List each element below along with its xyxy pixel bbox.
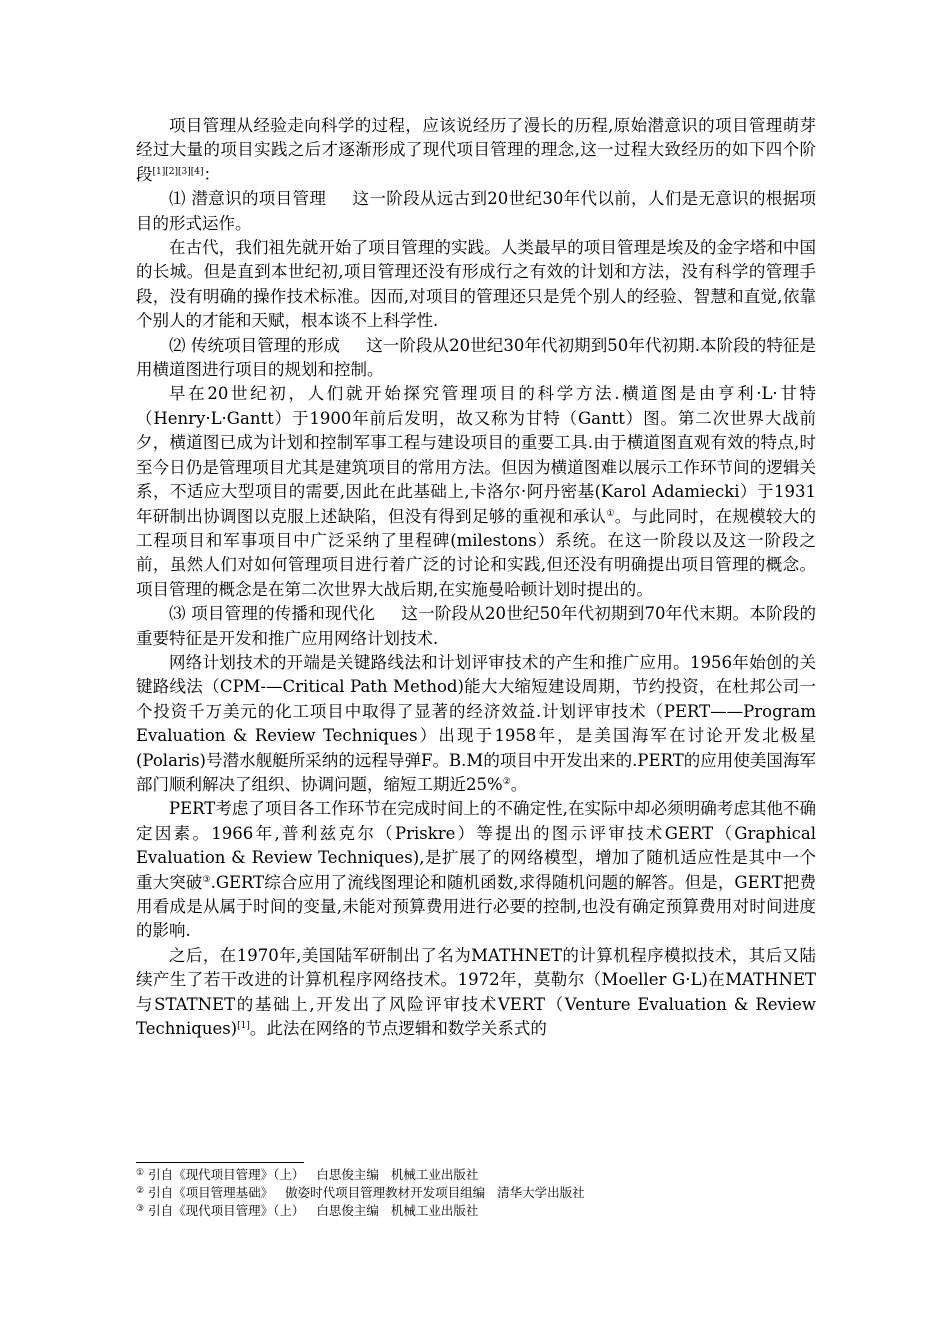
- footnote-ref: ①: [606, 508, 615, 519]
- stage-1-paragraph: ⑴ 潜意识的项目管理 这一阶段从远古到20世纪30年代以前，人们是无意识的根据项目的形式运作。: [136, 189, 816, 233]
- footnote-3: ③ 引自《现代项目管理》（上） 白思俊主编 机械工业出版社: [136, 1203, 479, 1218]
- paragraph-gantt: 早在20世纪初，人们就开始探究管理项目的科学方法.横道图是由亨利·L·甘特（Henry·L·Gantt）于1900年前后发明，故又称为甘特（Gantt）图。第二次世界大战前夕，横道图已成为计划和控制军事工程与建设项目的重要工具.由于横道图直观有效的特点,时至今日仍是管理项目尤其是建筑项目的常用方法。但因为横道图难以展示工作环节间的逻辑关系，不适应大型项目的需要,因此在此基础上,卡洛尔·阿丹密基(Karol Adamiecki）于1931年研制出协调图以克服上述缺陷，但没有得到足够的重视和承认①。与此同时，在规模较大的工程项目和军事项目中广泛采纳了里程碑(milestons）系统。在这一阶段以及这一阶段之前，虽然人们对如何管理项目进行着广泛的讨论和实践,但还没有明确提出项目管理的概念。项目管理的概念是在第二次世界大战后期,在实施曼哈顿计划时提出的。: [136, 384, 817, 599]
- footnote-ref: ②: [502, 776, 511, 787]
- paragraph-vert: 之后，在1970年,美国陆军研制出了名为MATHNET的计算机程序模拟技术，其后又陆续产生了若干改进的计算机程序网络技术。1972年，莫勒尔（Moeller G·L)在MATHNET与STATNET的基础上,开发出了风险评审技术VERT（Venture Evaluation & Review Techniques)[1]。此法在网络的节点逻辑和数学关系式的: [136, 945, 816, 1039]
- footnote-2: ② 引自《项目管理基础》 傲姿时代项目管理教材开发项目组编 清华大学出版社: [136, 1185, 585, 1200]
- stage-2-paragraph: ⑵ 传统项目管理的形成 这一阶段从20世纪30年代初期到50年代初期.本阶段的特征是用横道图进行项目的规划和控制。: [136, 335, 816, 380]
- footnote-ref: ③: [202, 874, 211, 885]
- footnotes: [136, 1162, 816, 1220]
- paragraph-ancient: 在古代，我们祖先就开始了项目管理的实践。人类最早的项目管理是埃及的金字塔和中国的长城。但是直到本世纪初,项目管理还没有形成行之有效的计划和方法，没有科学的管理手段，没有明确的操作技术标准。因而,对项目的管理还只是凭个别人的经验、智慧和直觉,依靠个别人的才能和天赋，根本谈不上科学性.: [136, 238, 816, 331]
- footnote-1: ① 引自《现代项目管理》（上） 白思俊主编 机械工业出版社: [136, 1167, 479, 1182]
- citation-refs: [1][2][3][4]: [152, 166, 204, 177]
- footnote-separator: [136, 1162, 304, 1163]
- stage-3-heading: ⑶ 项目管理的传播和现代化: [169, 604, 376, 624]
- stage-1-heading: ⑴ 潜意识的项目管理: [169, 189, 327, 209]
- citation-refs: [1]: [237, 1021, 250, 1032]
- paragraph-intro: 项目管理从经验走向科学的过程，应该说经历了漫长的历程,原始潜意识的项目管理萌芽经过大量的项目实践之后才逐渐形成了现代项目管理的理念,这一过程大致经历的如下四个阶段[1][2][3][4]：: [136, 116, 816, 184]
- stage-2-heading: ⑵ 传统项目管理的形成: [169, 335, 341, 355]
- stage-3-paragraph: ⑶ 项目管理的传播和现代化 这一阶段从20世纪50年代初期到70年代末期。本阶段的重要特征是开发和推广应用网络计划技术.: [136, 604, 816, 648]
- body-text: [136, 114, 816, 1041]
- paragraph-pert: PERT考虑了项目各工作环节在完成时间上的不确定性,在实际中却必须明确考虑其他不确定因素。1966年,普利兹克尔（Priskre）等提出的图示评审技术GERT（Graphical Evaluation & Review Techniques),是扩展了的网络模型，增加了随机适应性是其中一个重大突破③.GERT综合应用了流线图理论和随机函数,求得随机问题的解答。但是，GERT把费用看成是从属于时间的变量,未能对预算费用进行必要的控制,也没有确定预算费用对时间进度的影响.: [136, 799, 816, 941]
- paragraph-network: 网络计划技术的开端是关键路线法和计划评审技术的产生和推广应用。1956年始创的关键路线法（CPM-—Critical Path Method)能大大缩短建设周期，节约投资，在杜邦公司一个投资千万美元的化工项目中取得了显著的经济效益.计划评审技术（PERT——Program Evaluation & Review Techniques）出现于1958年，是美国海军在讨论开发北极星(Polaris)号潜水舰艇所采纳的远程导弹F。B.M的项目中开发出来的.PERT的应用使美国海军部门顺利解决了组织、协调问题，缩短工期近25%②。: [136, 652, 816, 794]
